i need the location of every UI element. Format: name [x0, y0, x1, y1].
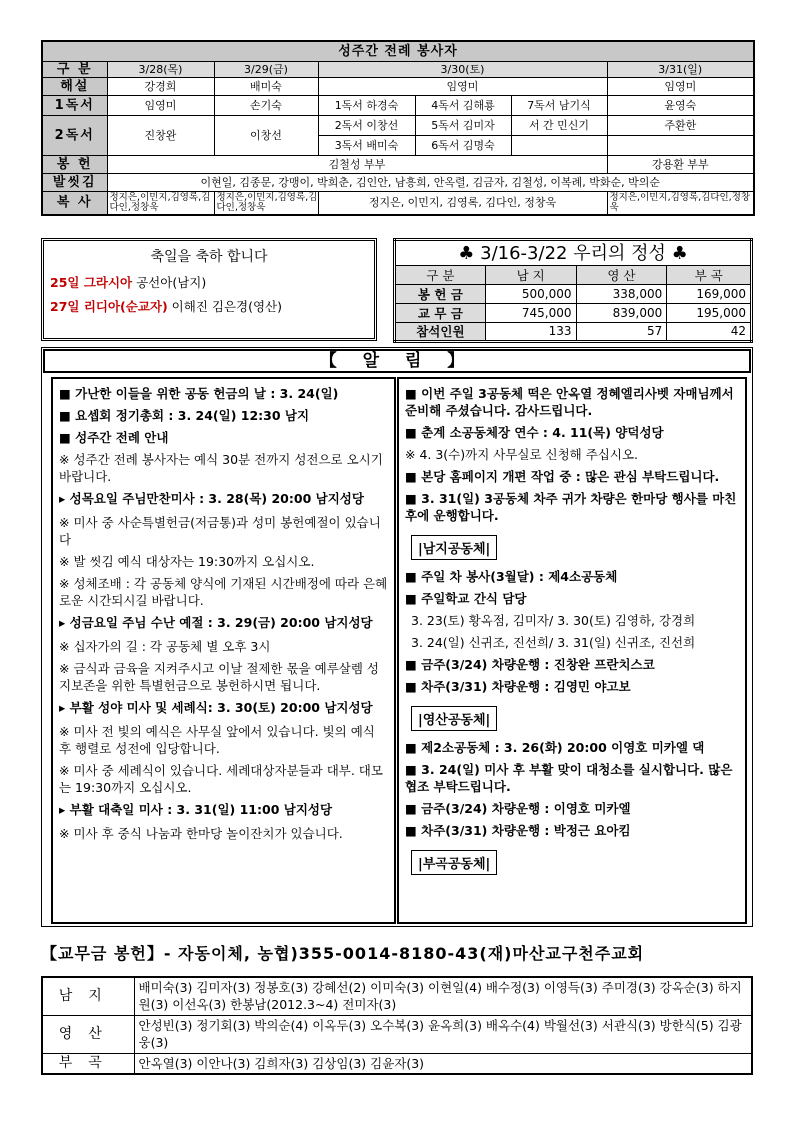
reader2-sat-epistle: 서 간 민신기 [511, 115, 607, 135]
announcement-item: ■ 성주간 전례 안내 [59, 430, 169, 445]
offerings-value: 839,000 [576, 304, 667, 323]
footwash-label: 발씻김 [42, 173, 107, 191]
announcements-right-column [397, 377, 747, 924]
date-sat: 3/30(토) [318, 61, 607, 77]
tithe-heading: 【교무금 봉헌】- 자동이체, 농협)355-0014-8180-43(재)마산교구천주교회 [41, 944, 645, 963]
tithe-community-label: 부곡 [42, 1053, 134, 1074]
offering-sun: 강용환 부부 [607, 155, 754, 173]
reader3-sat: 3독서 배미숙 [318, 135, 415, 155]
announcement-item: ■ 주일 차 봉사(3월달) : 제4소공동체 [405, 569, 618, 584]
announcements-box [41, 347, 753, 927]
offerings-value: 500,000 [485, 285, 576, 304]
reader1-fri: 손기숙 [214, 95, 318, 115]
announcement-schedule: ▸ 성목요일 주님만찬미사 : 3. 28(목) 20:00 남지성당 [59, 491, 364, 506]
announcement-note: ※ 미사 중 세례식이 있습니다. 세례대상자분들과 대부. 대모는 19:30까지 오십시오. [59, 763, 383, 795]
offerings-header: 남 지 [485, 266, 576, 285]
announcement-item: ■ 제2소공동체 : 3. 26(화) 20:00 이영호 미카엘 댁 [405, 740, 705, 755]
offerings-value: 133 [485, 323, 576, 342]
announcement-note: ※ 미사 후 중식 나눔과 한마당 놀이잔치가 있습니다. [59, 826, 343, 841]
feast-day-box [41, 238, 377, 341]
server-fri: 정지은,이민지,김영록,김다인,정창욱 [214, 191, 318, 215]
announcement-item: ■ 금주(3/24) 차량운행 : 진창완 프란치스코 [405, 657, 655, 672]
reader1-sun: 윤영숙 [607, 95, 754, 115]
announcement-item: ■ 차주(3/31) 차량운행 : 박정근 요아킴 [405, 823, 631, 838]
offerings-header: 구 분 [395, 266, 486, 285]
announcements-title: 【 알 림 】 [43, 349, 751, 373]
offering-sat: 김철성 부부 [107, 155, 607, 173]
offerings-row-label: 참석인원 [395, 323, 486, 342]
server-thu: 정지은,이민지,김영록,김다인,정창욱 [107, 191, 214, 215]
commentary-thu: 강경희 [107, 77, 214, 95]
offerings-value: 57 [576, 323, 667, 342]
snack-schedule: 3. 23(토) 황옥점, 김미자/ 3. 30(토) 김영하, 강경희 [411, 613, 696, 628]
announcement-note: ※ 성체조배 : 각 공동체 양식에 기재된 시간배정에 따라 은혜로운 시간되시길 바랍니다. [59, 576, 388, 608]
feast-day-title: 축일을 축하 합니다 [150, 249, 268, 265]
tithe-names: 안옥열(3) 이안나(3) 김희자(3) 김상임(3) 김윤자(3) [134, 1053, 752, 1074]
server-sun: 정지은,이민지,김영록,김다인,정창욱 [607, 191, 754, 215]
offerings-row-label: 교 무 금 [395, 304, 486, 323]
date-sun: 3/31(일) [607, 61, 754, 77]
reader1-sat-4: 4독서 김해룡 [415, 95, 511, 115]
announcement-item: ■ 본당 홈페이지 개편 작업 중 : 많은 관심 부탁드립니다. [405, 469, 720, 484]
reader2-sat-5: 5독서 김미자 [415, 115, 511, 135]
feast-day-saint: 27일 리디아(순교자) [50, 299, 168, 314]
announcement-item: ■ 이번 주일 3공동체 떡은 안옥열 정혜엘리사벳 자매님께서 준비해 주셨습니다. 감사드립니다. [405, 386, 734, 418]
feast-day-names: 이해진 김은경(영산) [167, 299, 283, 314]
reader2-sat-2: 2독서 이창선 [318, 115, 415, 135]
feast-day-row [50, 295, 368, 319]
commentary-sun: 임영미 [607, 77, 754, 95]
announcement-note: ※ 4. 3(수)까지 사무실로 신청해 주십시오. [405, 447, 638, 462]
announcement-note: ※ 성주간 전례 봉사자는 예식 30분 전까지 성전으로 오시기 바랍니다. [59, 452, 383, 484]
offerings-value: 338,000 [576, 285, 667, 304]
offerings-row-label: 봉 헌 금 [395, 285, 486, 304]
announcement-note: ※ 금식과 금육을 지켜주시고 이날 절제한 몫을 예루살렘 성지보존을 위한 특별헌금으로 봉헌하시면 됩니다. [59, 661, 379, 693]
server-sat: 정지은, 이민지, 김영록, 김다인, 정창욱 [318, 191, 607, 215]
duty-table [41, 40, 755, 216]
empty-cell [607, 135, 754, 155]
date-thu: 3/28(목) [107, 61, 214, 77]
offerings-header: 부 곡 [667, 266, 752, 285]
namji-section-header: |남지공동체| [411, 535, 497, 560]
offerings-value: 195,000 [667, 304, 752, 323]
reader2-thu: 진창완 [107, 115, 214, 155]
announcement-item: ■ 차주(3/31) 차량운행 : 김영민 야고보 [405, 679, 631, 694]
commentary-sat: 임영미 [318, 77, 607, 95]
announcement-item: ■ 춘계 소공동체장 연수 : 4. 11(목) 양덕성당 [405, 425, 664, 440]
announcement-item: ■ 3. 31(일) 3공동체 차주 귀가 차량은 한마당 행사를 마친 후에 운행합니다. [405, 491, 737, 523]
announcement-item: ■ 주일학교 간식 담당 [405, 591, 527, 606]
snack-schedule: 3. 24(일) 신귀조, 진선희/ 3. 31(일) 신귀조, 진선희 [411, 635, 696, 650]
commentary-fri: 배미숙 [214, 77, 318, 95]
announcement-schedule: ▸ 성금요일 주님 수난 예절 : 3. 29(금) 20:00 남지성당 [59, 615, 373, 630]
announcement-item: ■ 가난한 이들을 위한 공동 헌금의 날 : 3. 24(일) [59, 386, 339, 401]
announcement-schedule: ▸ 부활 대축일 미사 : 3. 31(일) 11:00 남지성당 [59, 802, 333, 817]
announcement-item: ■ 요셉회 정기총회 : 3. 24(일) 12:30 남지 [59, 408, 310, 423]
announcement-item: ■ 금주(3/24) 차량운행 : 이영호 미카엘 [405, 801, 631, 816]
reader1-label: 1독서 [42, 95, 107, 115]
reader6-sat: 6독서 김명숙 [415, 135, 511, 155]
tithe-community-label: 영산 [42, 1015, 134, 1053]
tithe-names: 안성빈(3) 정기회(3) 박의순(4) 이옥두(3) 오수복(3) 윤옥희(3) 배옥수(4) 박월선(3) 서관식(3) 방한식(5) 김광웅(3) [134, 1015, 752, 1053]
tithe-names: 배미숙(3) 김미자(3) 정봉호(3) 강혜선(2) 이미숙(3) 이현일(4) 배수정(3) 이영득(3) 주미경(3) 강옥순(3) 하지원(3) 이선옥(3) 한봉남(2012.3~4) 전미자(3) [134, 977, 752, 1015]
offerings-title: ♣ 3/16-3/22 우리의 정성 ♣ [395, 240, 752, 266]
announcement-item: ■ 3. 24(일) 미사 후 부활 맞이 대청소를 실시합니다. 많은 협조 부탁드립니다. [405, 762, 733, 794]
reader2-label: 2독서 [42, 115, 107, 155]
offerings-header: 영 산 [576, 266, 667, 285]
offerings-table [393, 238, 753, 343]
offerings-value: 169,000 [667, 285, 752, 304]
yeongsan-section-header: |영산공동체| [411, 706, 497, 731]
feast-day-names: 공선아(남지) [132, 275, 207, 290]
commentary-label: 해설 [42, 77, 107, 95]
empty-cell [511, 135, 607, 155]
announcements-left-column [51, 377, 396, 924]
announcement-note: ※ 발 씻김 예식 대상자는 19:30까지 오십시오. [59, 554, 315, 569]
duty-title: 성주간 전례 봉사자 [42, 41, 754, 61]
announcement-note: ※ 미사 중 사순특별헌금(저금통)과 성미 봉헌예절이 있습니다 [59, 515, 381, 547]
announcement-schedule: ▸ 부활 성야 미사 및 세례식: 3. 30(토) 20:00 남지성당 [59, 700, 373, 715]
reader1-sat-1: 1독서 하경숙 [318, 95, 415, 115]
offering-label: 봉 헌 [42, 155, 107, 173]
announcement-note: ※ 미사 전 빛의 예식은 사무실 앞에서 있습니다. 빛의 예식 후 행렬로 성전에 입당합니다. [59, 724, 375, 756]
footwash-names: 이현일, 김종문, 강맹이, 박희춘, 김인안, 남흥희, 안옥렬, 김금자, 김철성, 이복례, 박화순, 박의순 [107, 173, 754, 191]
date-fri: 3/29(금) [214, 61, 318, 77]
bugok-section-header: |부곡공동체| [411, 850, 497, 875]
tithe-table [41, 976, 753, 1075]
offerings-value: 42 [667, 323, 752, 342]
announcement-note: ※ 십자가의 길 : 각 공동체 별 오후 3시 [59, 639, 271, 654]
feast-day-row [50, 271, 368, 295]
tithe-community-label: 남지 [42, 977, 134, 1015]
reader2-sun: 주환한 [607, 115, 754, 135]
reader1-sat-7: 7독서 남기식 [511, 95, 607, 115]
offerings-value: 745,000 [485, 304, 576, 323]
duty-head-label: 구 분 [42, 61, 107, 77]
reader2-fri: 이창선 [214, 115, 318, 155]
reader1-thu: 임영미 [107, 95, 214, 115]
feast-day-saint: 25일 그라시아 [50, 275, 133, 290]
server-label: 복 사 [42, 191, 107, 215]
